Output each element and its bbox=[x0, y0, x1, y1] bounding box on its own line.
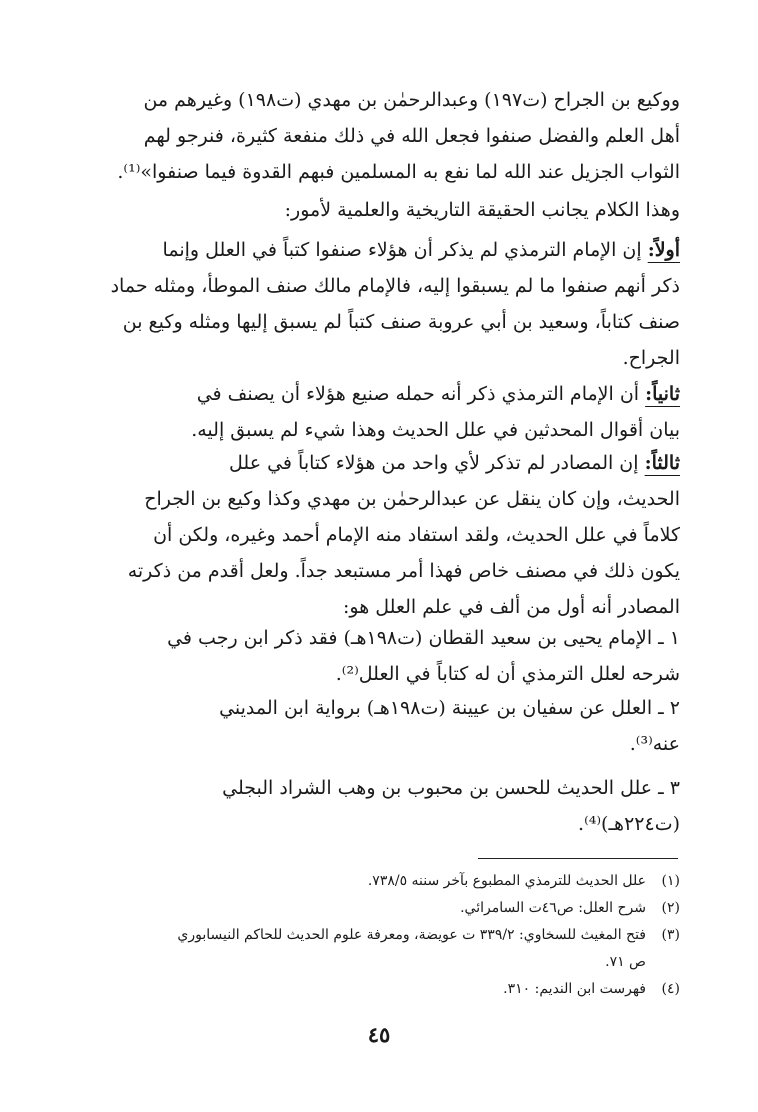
text-line: (ت٢٢٤هـ)⁽⁴⁾. bbox=[578, 813, 680, 835]
paragraph-quote-end bbox=[72, 82, 680, 190]
footnote bbox=[72, 976, 680, 1003]
footnotes bbox=[72, 868, 680, 1003]
paragraph-first-point bbox=[72, 232, 680, 376]
paragraph-intro bbox=[72, 192, 680, 228]
text-span: إن الإمام الترمذي لم يذكر أن هؤلاء صنفوا كتباً في العلل وإنما bbox=[162, 239, 648, 261]
list-item-1 bbox=[72, 620, 680, 692]
lead-second: ثانياً: bbox=[645, 383, 680, 405]
text-line: الحديث، وإن كان ينقل عن عبدالرحمٰن بن مهدي وكذا وكيع بن الجراح bbox=[144, 488, 680, 510]
text-line: ووكيع بن الجراح (ت١٩٧) وعبدالرحمٰن بن مهدي (ت١٩٨) وغيرهم من bbox=[143, 89, 680, 111]
footnote-text: فتح المغيث للسخاوي: ٣٣٩/٢ ت عويضة، ومعرفة علوم الحديث للحاكم النيسابوري bbox=[177, 927, 646, 943]
text-line bbox=[72, 232, 680, 268]
lead-third: ثالثاً: bbox=[644, 452, 680, 474]
text-line: الجراح. bbox=[622, 347, 680, 369]
footnote-continuation: ص ٧١. bbox=[605, 954, 646, 970]
text-line: ٣ ـ علل الحديث للحسن بن محبوب بن وهب الشراد البجلي bbox=[222, 777, 680, 799]
text-line: ٢ ـ العلل عن سفيان بن عيينة (ت١٩٨هـ) برواية ابن المديني bbox=[219, 697, 680, 719]
text-line: الثواب الجزيل عند الله لما نفع به المسلمين فبهم القدوة فيما صنفوا»⁽¹⁾. bbox=[117, 161, 680, 183]
footnote-number: (٣) bbox=[661, 927, 680, 943]
footnote-number: (٢) bbox=[661, 900, 680, 916]
footnote-text: علل الحديث للترمذي المطبوع بآخر سننه ٧٣٨/٥. bbox=[367, 873, 646, 889]
footnote bbox=[72, 922, 680, 949]
text-line: شرحه لعلل الترمذي أن له كتاباً في العلل⁽²⁾. bbox=[335, 663, 680, 685]
footnote-number: (٤) bbox=[661, 981, 680, 997]
text-line: المصادر أنه أول من ألف في علم العلل هو: bbox=[343, 596, 680, 618]
footnote bbox=[72, 895, 680, 922]
text-line: بيان أقوال المحدثين في علل الحديث وهذا شيء لم يسبق إليه. bbox=[191, 419, 680, 441]
text-line: أهل العلم والفضل صنفوا فجعل الله في ذلك منفعة كثيرة، فنرجو لهم bbox=[143, 125, 680, 147]
text-line: ١ ـ الإمام يحيى بن سعيد القطان (ت١٩٨هـ) فقد ذكر ابن رجب في bbox=[167, 627, 680, 649]
text-line: عنه⁽³⁾. bbox=[629, 733, 680, 755]
text-line: وهذا الكلام يجانب الحقيقة التاريخية والعلمية لأمور: bbox=[284, 199, 680, 221]
footnote bbox=[72, 868, 680, 895]
text-line bbox=[72, 376, 680, 412]
text-line: ذكر أنهم صنفوا ما لم يسبقوا إليه، فالإمام مالك صنف الموطأ، ومثله حماد bbox=[110, 275, 680, 297]
text-line: صنف كتاباً، وسعيد بن أبي عروبة صنف كتباً لم يسبق إليها ومثله وكيع بن bbox=[122, 311, 680, 333]
lead-first: أولاً: bbox=[647, 239, 680, 261]
paragraph-second-point bbox=[72, 376, 680, 448]
list-item-2 bbox=[72, 690, 680, 762]
text-span: إن المصادر لم تذكر لأي واحد من هؤلاء كتاباً في علل bbox=[229, 452, 645, 474]
footnote-text: شرح العلل: ص٤٦ت السامرائي. bbox=[460, 900, 646, 916]
footnote-number: (١) bbox=[661, 873, 680, 889]
footnote-text: فهرست ابن النديم: ٣١٠. bbox=[503, 981, 646, 997]
page-number: ٤٥ bbox=[367, 1022, 391, 1047]
list-item-3 bbox=[72, 770, 680, 842]
text-span: أن الإمام الترمذي ذكر أنه حمله صنيع هؤلاء أن يصنف في bbox=[196, 383, 646, 405]
footnote-divider bbox=[478, 858, 678, 859]
text-line: كلاماً في علل الحديث، ولقد استفاد منه الإمام أحمد وغيره، ولكن أن bbox=[153, 524, 680, 546]
text-line: يكون ذلك في مصنف خاص فهذا أمر مستبعد جداً. ولعل أقدم من ذكرته bbox=[127, 560, 680, 582]
text-line bbox=[72, 445, 680, 481]
paragraph-third-point bbox=[72, 445, 680, 625]
